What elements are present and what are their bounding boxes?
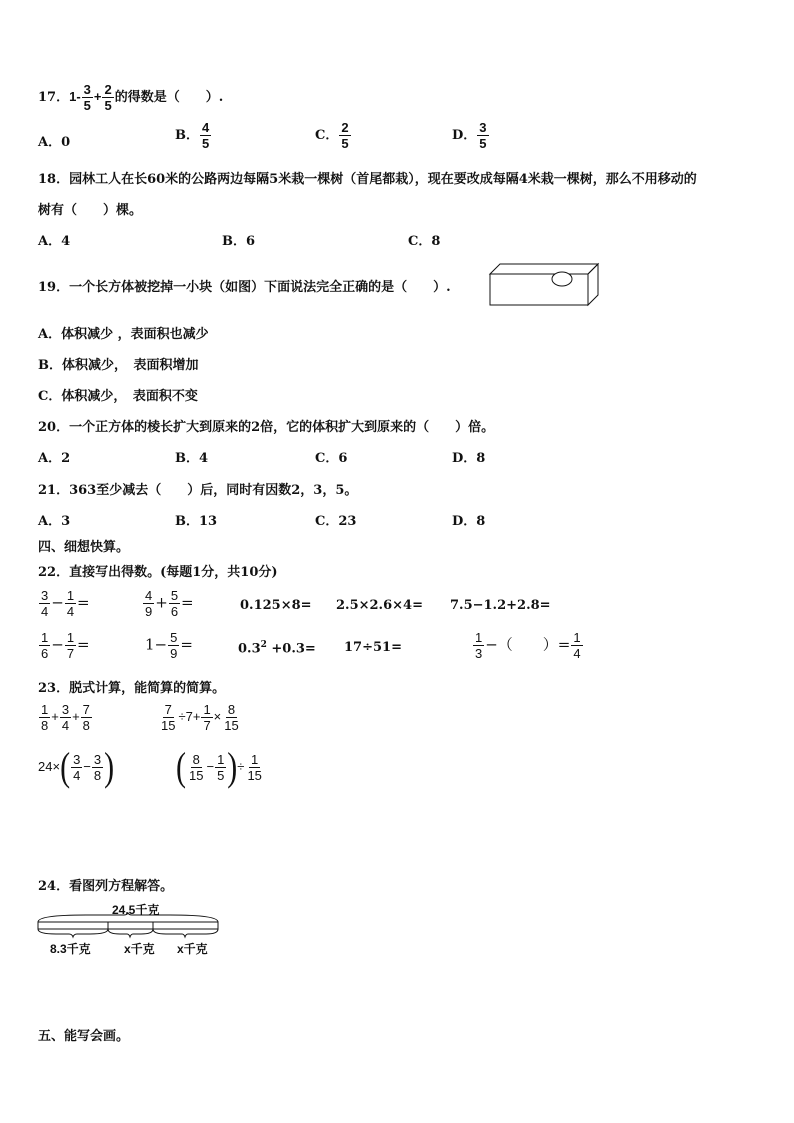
bar — [38, 922, 218, 929]
q17-option-b: B． $\frac{4}{5}$ — [175, 120, 210, 151]
q22-expr-10: $\frac{1}{3}$ −（ ）= $\frac{1}{4}$ — [475, 630, 581, 661]
q23-expr-2: $\frac{7}{15}$ ÷7+ $\frac{1}{7}$ × $\frac{8}{15}$ — [161, 702, 239, 733]
q19-option-b: B．体积减少， 表面积增加 — [38, 358, 199, 373]
q21-stem: 21．363至少减去（ ）后，同时有因数2，3，5。 — [38, 483, 358, 498]
total-brace — [38, 913, 218, 922]
q20-option-b: B．4 — [175, 451, 209, 466]
q20-option-a: A．2 — [38, 451, 71, 466]
q23-expr-3: 24×( $\frac{3}{4}$ − $\frac{3}{8}$ ) — [38, 744, 115, 790]
q23-expr-1: $\frac{1}{8}$ + $\frac{3}{4}$ + $\frac{7}{8}$ — [41, 702, 90, 733]
q18-stem-line2: 树有（ ）棵。 — [38, 203, 143, 218]
brace-2 — [108, 929, 153, 937]
diagram-seg1-label: 8.3千克 — [50, 942, 91, 956]
q22-expr-4: 2.5×2.6×4= — [336, 598, 423, 613]
q21-option-d: D．8 — [452, 514, 486, 529]
q22-expr-8: $0.3^2 +0.3=$ — [238, 640, 316, 657]
brace-1 — [38, 929, 108, 937]
q20-option-c: C．6 — [315, 451, 348, 466]
q17-option-a: A．0 — [38, 135, 71, 150]
q20-stem: 20．一个正方体的棱长扩大到原来的2倍，它的体积扩大到原来的（ ）倍。 — [38, 420, 495, 435]
cut-hole — [552, 272, 572, 286]
q21-option-c: C．23 — [315, 514, 357, 529]
q17-option-d: D． $\frac{3}{5}$ — [452, 120, 487, 151]
diagram-seg3-label: x千克 — [177, 942, 208, 956]
cuboid-figure — [486, 262, 602, 308]
diagram-seg2-label: x千克 — [124, 942, 155, 956]
q22-expr-1: $\frac{3}{4}$ − $\frac{1}{4}$ = — [41, 588, 90, 619]
q19-option-a: A．体积减少 ，表面积也减少 — [38, 327, 209, 342]
q18-option-a: A．4 — [38, 234, 71, 249]
fraction: $\frac{2}{5}$ — [104, 82, 112, 113]
section-5-heading: 五、能写会画。 — [38, 1029, 130, 1044]
q17-option-c: C． $\frac{2}{5}$ — [315, 120, 349, 151]
fraction: $\frac{3}{5}$ — [83, 82, 91, 113]
q19-stem: 19．一个长方体被挖掉一小块（如图）下面说法完全正确的是（ ）. — [38, 280, 451, 295]
q18-option-c: C．8 — [408, 234, 441, 249]
diagram-total-label: 24.5千克 — [112, 903, 160, 917]
q18-option-b: B．6 — [222, 234, 256, 249]
q18-stem-line1: 18．园林工人在长60米的公路两边每隔5米栽一棵树（首尾都栽），现在要改成每隔4米栽一棵树，那么不用移动的 — [38, 172, 697, 187]
q23-stem: 23．脱式计算，能简算的简算。 — [38, 681, 226, 696]
q23-expr-4: ( $\frac{8}{15}$ − $\frac{1}{5}$ )÷ $\frac{1}{15}$ — [176, 744, 262, 790]
q22-expr-6: $\frac{1}{6}$ − $\frac{1}{7}$ = — [41, 630, 90, 661]
q22-expr-9: 17÷51= — [344, 640, 402, 655]
q21-option-a: A．3 — [38, 514, 71, 529]
segment-diagram — [36, 912, 220, 942]
q19-option-c: C．体积减少， 表面积不变 — [38, 389, 198, 404]
q22-expr-5: 7.5−1.2+2.8= — [450, 598, 551, 613]
q24-stem: 24．看图列方程解答。 — [38, 879, 174, 894]
q22-expr-2: $\frac{4}{9}$ + $\frac{5}{6}$ = — [145, 588, 194, 619]
q22-expr-3: 0.125×8= — [240, 598, 312, 613]
q21-option-b: B．13 — [175, 514, 218, 529]
q20-option-d: D．8 — [452, 451, 486, 466]
q22-stem: 22．直接写出得数。(每题1分，共10分) — [38, 565, 278, 580]
brace-3 — [153, 929, 218, 937]
q17-stem: 17．1- $\frac{3}{5}$ + $\frac{2}{5}$ 的得数是（ ）. — [38, 82, 224, 113]
q22-expr-7: 1− $\frac{5}{9}$ = — [145, 630, 193, 661]
section-4-heading: 四、细想快算。 — [38, 540, 130, 555]
